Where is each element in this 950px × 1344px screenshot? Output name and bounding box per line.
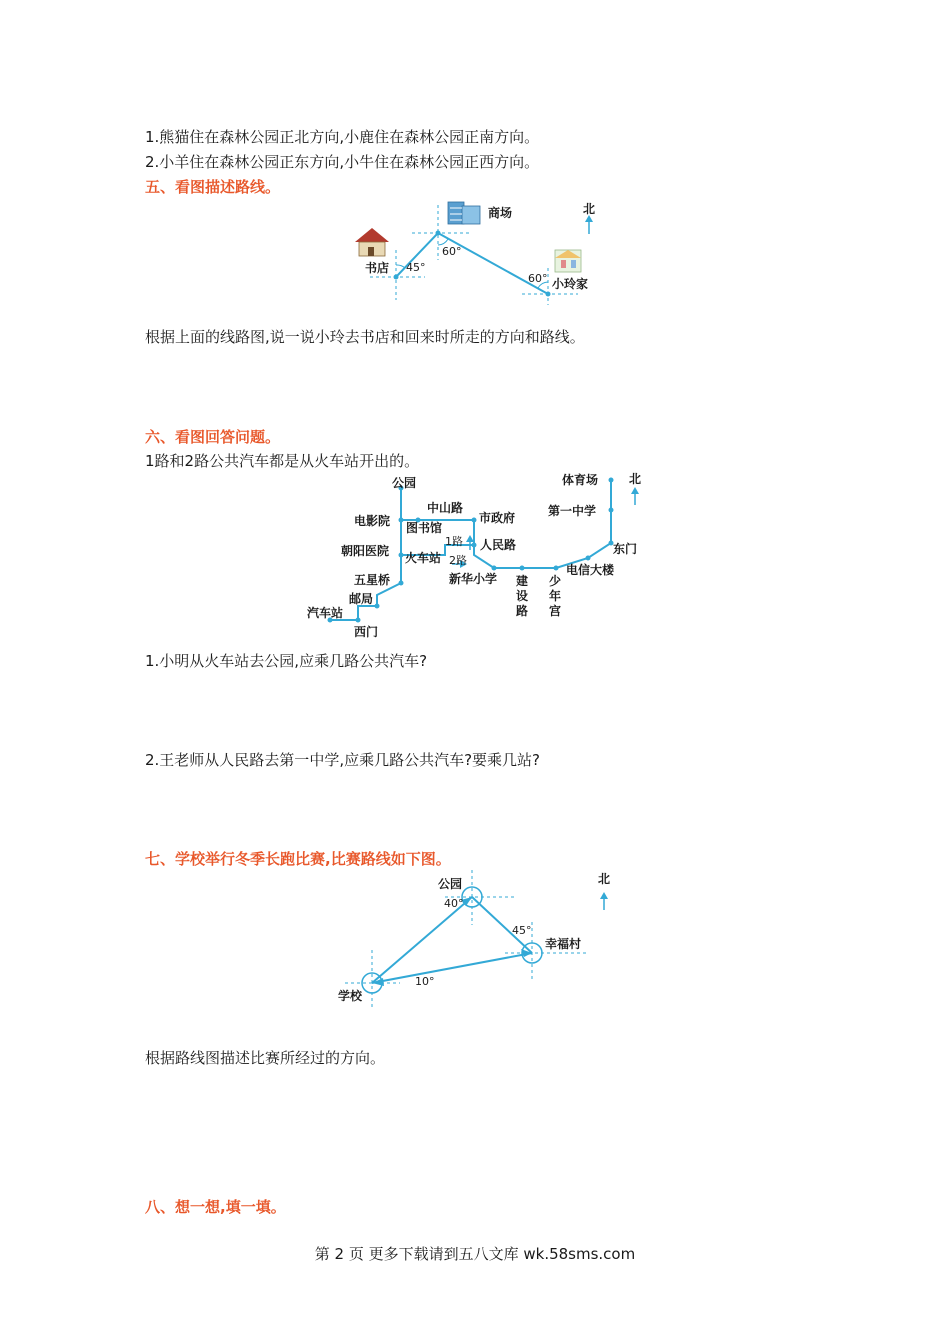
cinema-label: 电影院 — [354, 514, 391, 528]
chaoyang-hospital-label: 朝阳医院 — [341, 544, 390, 558]
bookstore-icon — [355, 228, 389, 256]
q5-heading: 五、看图描述路线。 — [145, 178, 281, 196]
post-office-label: 邮局 — [349, 592, 374, 606]
zhongshan-road-label: 中山路 — [427, 501, 464, 515]
angle-home: 60° — [528, 272, 548, 285]
angle-mall: 60° — [442, 245, 462, 258]
west-gate-label: 西门 — [354, 625, 379, 639]
library-label: 图书馆 — [406, 521, 443, 535]
q4-item-2: 2.小羊住在森林公园正东方向,小牛住在森林公园正西方向。 — [145, 153, 540, 171]
jianshe-road-char-1: 建 — [516, 574, 529, 588]
home-icon — [555, 250, 581, 272]
q5-route-map — [340, 195, 640, 305]
q6-intro: 1路和2路公共汽车都是从火车站开出的。 — [145, 452, 420, 470]
mall-icon — [448, 202, 480, 224]
jianshe-road-char-3: 路 — [516, 604, 529, 618]
park-label: 公园 — [392, 476, 417, 490]
telecom-building-label: 电信大楼 — [566, 563, 615, 577]
train-station-label: 火车站 — [405, 551, 442, 565]
north-label-q7: 北 — [598, 872, 611, 886]
q7-heading: 七、学校举行冬季长跑比赛,比赛路线如下图。 — [145, 850, 451, 868]
mall-label: 商场 — [488, 206, 513, 220]
route1-label: 1路 — [445, 535, 463, 548]
q6-question-1: 1.小明从火车站去公园,应乘几路公共汽车? — [145, 652, 428, 670]
school-label: 学校 — [338, 989, 363, 1003]
q7-question: 根据路线图描述比赛所经过的方向。 — [145, 1049, 386, 1067]
youth-palace-char-1: 少 — [549, 574, 562, 588]
q6-heading: 六、看图回答问题。 — [145, 428, 281, 446]
stadium-label: 体育场 — [562, 473, 599, 487]
q6-bus-map — [300, 470, 650, 645]
renmin-road-label: 人民路 — [480, 538, 517, 552]
city-hall-label: 市政府 — [479, 511, 516, 525]
page-footer: 第 2 页 更多下载请到五八文库 wk.58sms.com — [314, 1245, 636, 1263]
q6-question-2: 2.王老师从人民路去第一中学,应乘几路公共汽车?要乘几站? — [145, 751, 541, 769]
east-gate-label: 东门 — [613, 542, 638, 556]
angle-bookstore: 45° — [406, 261, 426, 274]
youth-palace-char-2: 年 — [549, 589, 562, 603]
xinhua-school-label: 新华小学 — [449, 572, 498, 586]
north-label: 北 — [583, 202, 596, 216]
angle-park: 40° — [444, 897, 464, 910]
park-label-q7: 公园 — [438, 877, 463, 891]
bookstore-label: 书店 — [365, 261, 390, 275]
q5-question: 根据上面的线路图,说一说小玲去书店和回来时所走的方向和路线。 — [145, 328, 585, 346]
wuxing-bridge-label: 五星桥 — [354, 573, 391, 587]
north-label-q6: 北 — [629, 472, 642, 486]
route2-label: 2路 — [449, 554, 467, 567]
youth-palace-char-3: 宫 — [549, 604, 562, 618]
bus-station-label: 汽车站 — [307, 606, 344, 620]
village-label: 幸福村 — [545, 937, 582, 951]
q4-item-1: 1.熊猫住在森林公园正北方向,小鹿住在森林公园正南方向。 — [145, 128, 540, 146]
q7-route-map — [330, 865, 620, 1005]
jianshe-road-char-2: 设 — [516, 589, 529, 603]
home-label: 小玲家 — [552, 277, 589, 291]
q8-heading: 八、想一想,填一填。 — [145, 1198, 286, 1216]
angle-school: 10° — [415, 975, 435, 988]
angle-village: 45° — [512, 924, 532, 937]
first-middle-school-label: 第一中学 — [548, 504, 597, 518]
